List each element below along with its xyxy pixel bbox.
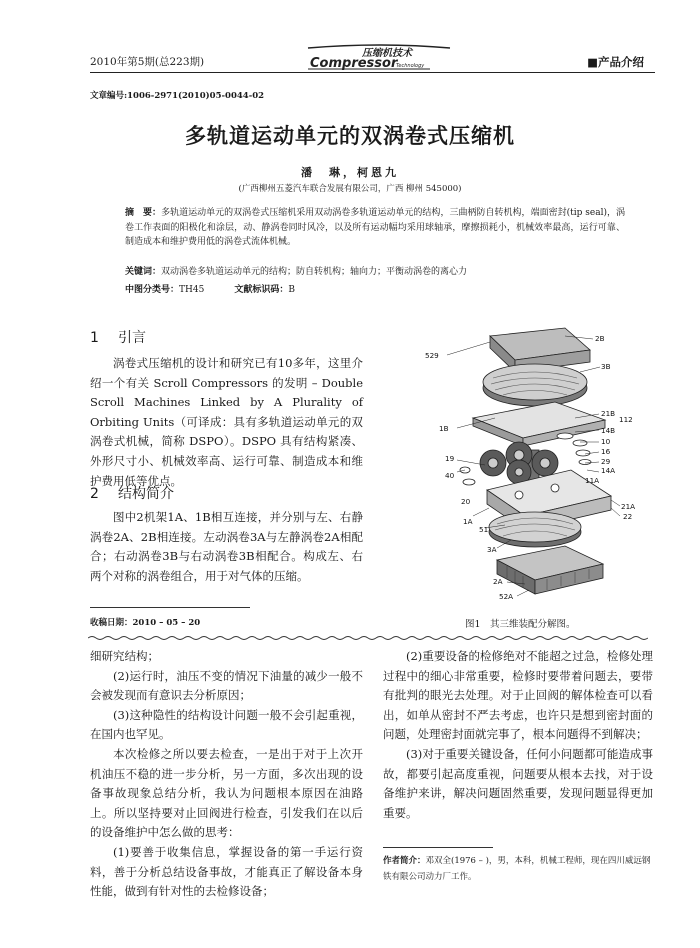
label-2b: 2B bbox=[595, 334, 605, 343]
section-1-paragraph: 涡卷式压缩机的设计和研究已有10多年，这里介绍一个有关 Scroll Compressors 的发明 – Double Scroll Machines Linked by A Plurality of Orbiting Units（可译成：具有多轨道运动单元的双涡卷式机械，简称 DSPO）。DSPO 具有结构紧凑、外形尺寸小、机械效率高、运行可靠、制造成本和维护费用低等优点。 bbox=[90, 356, 363, 488]
label-14b: 14B bbox=[601, 426, 616, 435]
doc-code-value: B bbox=[288, 285, 295, 295]
author-note bbox=[383, 853, 653, 885]
lower-right-paragraph-1: (2)重要设备的检修绝对不能超之过急，检修处理过程中的细心非常重要，检修时要带着问题去，要带有批判的眼光去处理。对于止回阀的解体检查可以看出，如单从密封不严去考虑，也许只是想到密封面的问题，处理密封面就完事了，根本问题得不到解决； bbox=[383, 649, 653, 742]
section-2-number: 2 bbox=[90, 486, 99, 502]
label-10: 10 bbox=[601, 437, 611, 446]
section-2-title: 结构简介 bbox=[118, 486, 174, 502]
label-22: 22 bbox=[623, 512, 633, 521]
abstract-label: 摘 要： bbox=[125, 208, 162, 218]
article-number: 文章编号:1006-2971(2010)05-0044-02 bbox=[90, 91, 265, 101]
classification-line bbox=[125, 282, 645, 295]
section-1-number: 1 bbox=[90, 330, 99, 346]
label-51: 51 bbox=[479, 525, 489, 534]
section-2-heading bbox=[90, 483, 174, 503]
doc-code-label: 文献标识码： bbox=[234, 285, 289, 295]
keywords bbox=[125, 264, 645, 277]
label-21a: 21A bbox=[621, 502, 636, 511]
author-note-label: 作者简介： bbox=[383, 856, 426, 866]
keywords-text: 双动涡卷多轨道运动单元的结构；防自转机构；轴向力；平衡动涡卷的离心力 bbox=[161, 267, 468, 277]
continued-text-right-column bbox=[383, 647, 653, 823]
clc-label: 中图分类号： bbox=[125, 285, 180, 295]
header-rule bbox=[90, 72, 655, 73]
affiliation: (广西柳州五菱汽车联合发展有限公司，广西 柳州 545000) bbox=[238, 184, 462, 194]
section-2-paragraph: 图中2机架1A、1B相互连接，并分别与左、右静涡卷2A、2B相连接。左动涡卷3A与左静涡卷2A相配合；右动涡卷3B与右动涡卷3B相配合。构成左、右两个对称的涡卷组合，用于对气体的压缩。 bbox=[90, 510, 363, 583]
keywords-label: 关键词： bbox=[125, 267, 162, 277]
label-16: 16 bbox=[601, 447, 611, 456]
section-divider bbox=[88, 634, 648, 642]
header-issue: 2010年第5期(总223期) bbox=[90, 56, 205, 68]
label-3a: 3A bbox=[487, 545, 497, 554]
footnote-rule bbox=[90, 607, 250, 608]
svg-text:压缩机技术: 压缩机技术 bbox=[362, 48, 412, 59]
label-19: 19 bbox=[445, 454, 455, 463]
label-21b: 21B bbox=[601, 409, 616, 418]
lower-left-paragraph-4: 本次检修之所以要去检查，一是出于对于上次开机油压不稳的进一步分析，另一方面，多次出现的设备事故现象总结分析，我认为问题根本原因在油路上。所以坚持要对止回阀进行检查，引发我们在以后的设备维护中怎么做的思考： bbox=[90, 746, 363, 840]
section-1-title: 引言 bbox=[118, 330, 146, 346]
author-line: 潘 琳，柯恩九 bbox=[301, 166, 399, 179]
journal-logo bbox=[300, 44, 460, 70]
label-11a: 11A bbox=[585, 476, 600, 485]
received-date: 收稿日期：2010 – 05 – 20 bbox=[90, 618, 201, 628]
label-29: 29 bbox=[601, 457, 611, 466]
label-1a: 1A bbox=[463, 517, 473, 526]
author-note-text: 邓双全(1976 – )，男，本科，机械工程师，现在四川威远钢铁有限公司动力厂工作。 bbox=[383, 856, 651, 882]
clc-value: TH45 bbox=[179, 285, 205, 295]
label-2a: 2A bbox=[493, 577, 503, 586]
continued-text-left-column bbox=[90, 647, 363, 902]
section-1-body bbox=[90, 354, 363, 491]
lower-left-paragraph-1: 细研究结构； bbox=[90, 649, 159, 663]
lower-left-paragraph-2: (2)运行时，油压不变的情况下油量的减少一般不会被发现而有意识去分析原因； bbox=[90, 668, 363, 703]
header-section: ■产品介绍 bbox=[587, 55, 644, 69]
label-52a: 52A bbox=[499, 592, 514, 601]
label-529: 529 bbox=[425, 351, 439, 360]
abstract bbox=[125, 206, 625, 250]
label-1b: 1B bbox=[439, 424, 449, 433]
lower-left-paragraph-3: (3)这种隐性的结构设计问题一般不会引起重视，在国内也罕见。 bbox=[90, 707, 363, 742]
exploded-assembly-figure bbox=[415, 320, 655, 612]
label-3b: 3B bbox=[601, 362, 611, 371]
label-14a: 14A bbox=[601, 466, 616, 475]
label-40: 40 bbox=[445, 471, 455, 480]
label-20: 20 bbox=[461, 497, 471, 506]
section-1-heading bbox=[90, 327, 146, 347]
label-112: 112 bbox=[619, 415, 633, 424]
svg-text:Technology: Technology bbox=[396, 63, 425, 69]
figure-caption: 图1 其三维装配分解图。 bbox=[465, 619, 576, 630]
svg-text:Compressor: Compressor bbox=[310, 56, 398, 70]
section-2-body bbox=[90, 508, 363, 586]
lower-right-paragraph-2: (3)对于重要关键设备，任何小问题都可能造成事故，都要引起高度重视，问题要从根本去找，对于设备维护来讲，解决问题固然重要，发现问题显得更加重要。 bbox=[383, 746, 653, 820]
lower-left-paragraph-5: (1)要善于收集信息，掌握设备的第一手运行资料，善于分析总结设备事故，才能真正了解设备本身性能，做到有针对性的去检修设备； bbox=[90, 844, 363, 899]
author-note-rule bbox=[383, 847, 493, 848]
article-title: 多轨道运动单元的双涡卷式压缩机 bbox=[185, 123, 515, 148]
abstract-text: 多轨道运动单元的双涡卷式压缩机采用双动涡卷多轨道运动单元的结构，三曲柄防自转机构，端面密封(tip seal)，涡卷工作表面的阳极化和涂层，动、静涡卷同时风冷，以及所有运动幅均采用球轴承，摩擦损耗小，机械效率最高，运行可靠、制造成本和维护费用低的涡卷式流体机械。 bbox=[125, 208, 625, 247]
